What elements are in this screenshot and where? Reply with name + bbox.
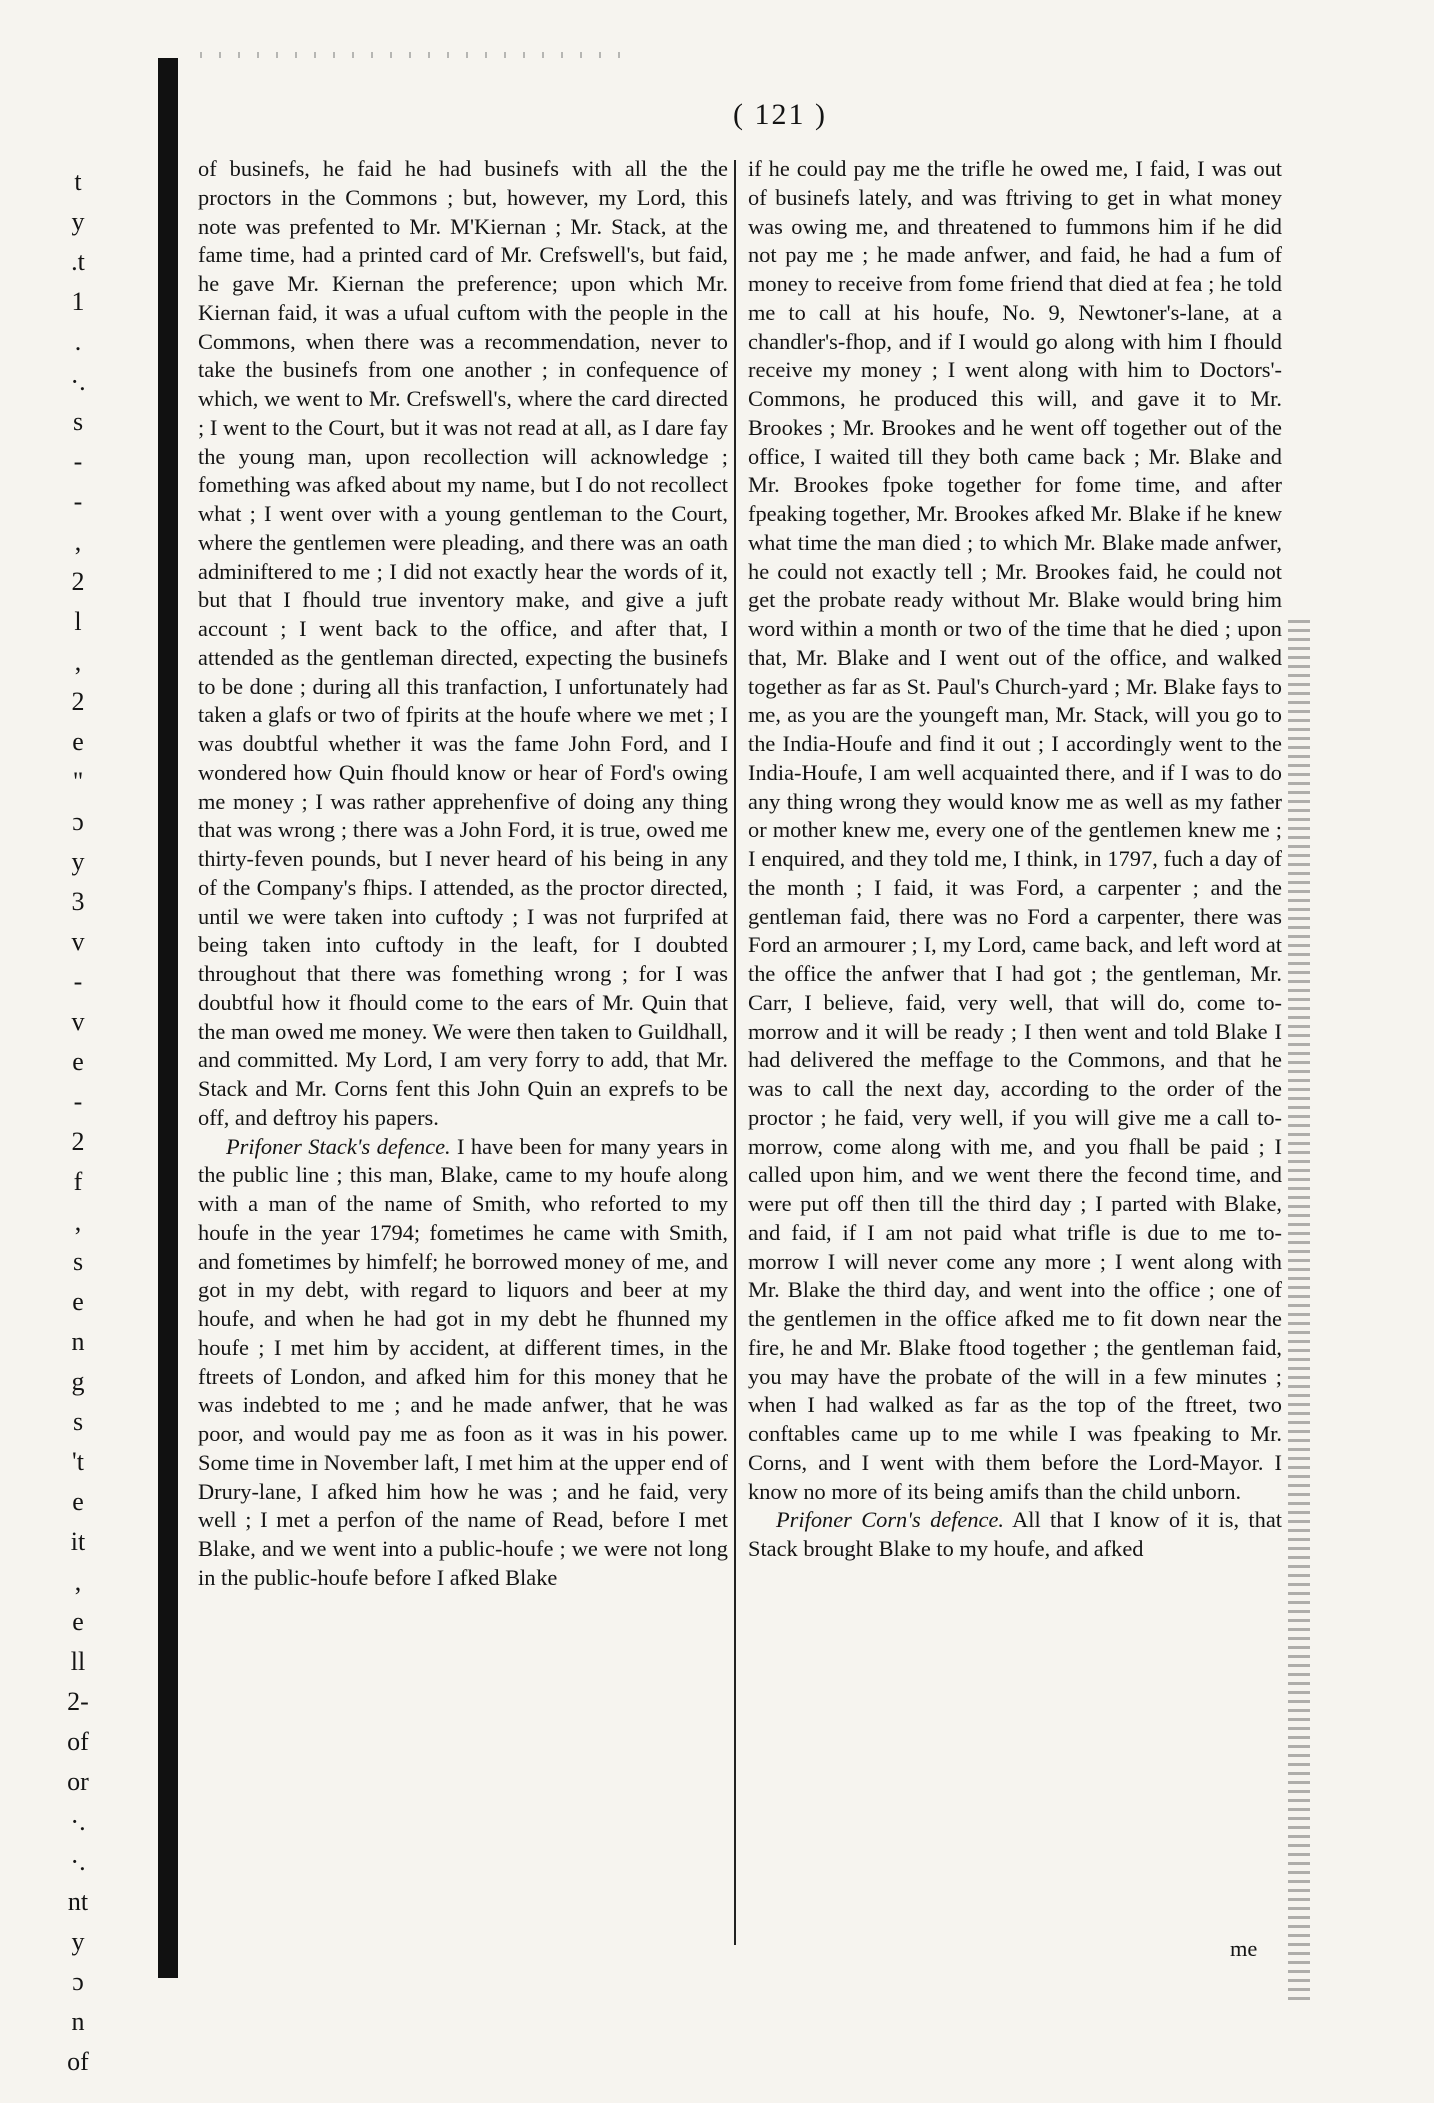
margin-fragment: 2 xyxy=(71,687,85,716)
margin-fragment: v xyxy=(71,1007,85,1036)
margin-fragment: , xyxy=(74,647,82,676)
margin-fragment: ·. xyxy=(70,1807,86,1836)
margin-fragment: 2 xyxy=(71,567,85,596)
stack-defence-heading: Prifoner Stack's defence. xyxy=(226,1133,451,1159)
margin-fragment: ·. xyxy=(70,1847,86,1876)
margin-fragment: , xyxy=(74,1207,82,1236)
bleed-through-strip xyxy=(1288,620,1310,2000)
margin-fragment: 2 xyxy=(71,1127,85,1156)
margin-fragment: ll xyxy=(70,1647,86,1676)
margin-fragment: s xyxy=(72,1407,84,1436)
right-column xyxy=(748,155,1282,1564)
right-paragraph-2 xyxy=(748,1506,1282,1564)
margin-fragment: ·. xyxy=(70,367,86,396)
margin-fragment: of xyxy=(67,2047,89,2076)
left-paragraph-1: of businefs, he faid he had businefs with all the the proctors in the Commons ; but, however, my Lord, this note was prefented to Mr. M'Kiernan ; Mr. Stack, at the fame time, had a printed card of Mr. Crefswell's, but faid, he gave Mr. Kiernan the preference; upon which Mr. Kiernan faid, it was a ufual cuftom with the people in the Commons, when there was a recommendation, never to take the businefs from one another ; in confequence of which, we went to Mr. Crefswell's, where the card directed ; I went to the Court, but it was not read at all, as I dare fay the young man, upon recollection will acknowledge ; fomething was afked about my name, but I do not recollect what ; I went over with a young gentleman to the Court, where the gentlemen were pleading, and there was an oath adminiftered to me ; I did not exactly hear the words of it, but that I fhould true inventory make, and give a juft account ; I went back to the office, and after that, I attended as the gentleman directed, expecting the businefs to be done ; during all this tranfaction, I unfortunately had taken a glafs or two of fpirits at the houfe where we met ; I was doubtful whether it was the fame John Ford, and I wondered how Quin fhould know or hear of Ford's owing me money ; I was rather apprehenfive of doing any thing that was wrong ; there was a John Ford, it is true, owed me thirty-feven pounds, but I never heard of his being in any of the Company's fhips. I attended, as the proctor directed, until we were taken into cuftody ; I was not furprifed at being taken into cuftody in the leaft, for I doubted throughout that there was fomething wrong ; for I was doubtful how it fhould come to the ears of Mr. Quin that the man owed me money. We were then taken to Guildhall, and committed. My Lord, I am very forry to add, that Mr. Stack and Mr. Corns fent this John Quin an exprefs to be off, and deftroy his papers. xyxy=(198,156,728,1130)
margin-fragment: y xyxy=(71,207,85,236)
margin-fragment: " xyxy=(72,767,84,796)
column-rule xyxy=(734,160,736,1945)
margin-fragment: v xyxy=(71,927,85,956)
margin-fragment: 't xyxy=(72,1447,84,1476)
margin-fragment: y xyxy=(71,847,85,876)
margin-fragment: s xyxy=(72,407,84,436)
margin-fragment: nt xyxy=(67,1887,89,1916)
margin-fragment: - xyxy=(73,487,83,516)
margin-fragment: 1 xyxy=(71,287,85,316)
margin-fragment: e xyxy=(72,1607,84,1636)
margin-fragment: n xyxy=(71,1327,85,1356)
margin-fragment: f xyxy=(73,1167,83,1196)
margin-fragment: l xyxy=(74,607,82,636)
corns-defence-heading: Prifoner Corn's defence. xyxy=(776,1507,1005,1533)
margin-fragment: or xyxy=(67,1767,89,1796)
margin-fragment: e xyxy=(72,1047,84,1076)
margin-fragment: , xyxy=(74,527,82,556)
catchword: me xyxy=(1230,1936,1258,1961)
margin-fragment: , xyxy=(74,1567,82,1596)
margin-fragment: - xyxy=(73,967,83,996)
margin-fragment: of xyxy=(67,1727,89,1756)
margin-fragment: g xyxy=(71,1367,85,1396)
scan-specks xyxy=(200,52,630,58)
binding-shadow xyxy=(158,58,178,1978)
left-paragraph-2 xyxy=(198,1133,728,1593)
margin-fragment: . xyxy=(74,327,82,356)
margin-fragment: ɔ xyxy=(72,1967,84,1996)
corns-defence-text: All that I know of it is, that Stack brought Blake to my houfe, and afked xyxy=(748,1507,1282,1561)
left-column xyxy=(198,155,728,1593)
margin-fragment: e xyxy=(72,1487,84,1516)
margin-fragment: 3 xyxy=(71,887,85,916)
margin-fragment: y xyxy=(71,1927,85,1956)
margin-fragment: - xyxy=(73,1087,83,1116)
margin-fragment: s xyxy=(72,1247,84,1276)
margin-fragment: 2- xyxy=(67,1687,89,1716)
margin-fragment: .t xyxy=(71,247,85,276)
margin-fragment: e xyxy=(72,1287,84,1316)
margin-fragment: n xyxy=(71,2007,85,2036)
stack-defence-text: I have been for many years in the public line ; this man, Blake, came to my houfe along with a man of the name of Smith, who reforted to my houfe in the year 1794; fometimes he came with Smith, and fometimes by himfelf; he borrowed money of me, and got in my debt, with regard to liquors and beer at my houfe, and when he had got in my debt he fhunned my houfe ; I met him by accident, at different times, in the ftreets of London, and afked him for this money that he was indebted to me ; and he made anfwer, that he was poor, and would pay me as foon as it was in his power. Some time in November laft, I met him at the upper end of Drury-lane, I afked him how he was ; and he faid, very well ; I met a perfon of the name of Read, before I met Blake, and we went into a public-houfe ; we were not long in the public-houfe before I afked Blake xyxy=(198,1133,728,1590)
margin-fragments xyxy=(60,162,96,2076)
margin-fragment: ɔ xyxy=(72,807,84,836)
margin-fragment: e xyxy=(72,727,84,756)
page-number: ( 121 ) xyxy=(733,98,827,131)
right-paragraph-1: if he could pay me the trifle he owed me, I faid, I was out of businefs lately, and was ftriving to get in what money was owing me, and threatened to fummons him if he did not pay me ; he made anfwer, and faid, he had a fum of money to receive from fome friend that died at fea ; he told me to call at his houfe, No. 9, Newtoner's-lane, at a chandler's-fhop, and if I would go along with him I fhould receive my money ; I went along with him to Doctors'-Commons, he produced this will, and gave it to Mr. Brookes ; Mr. Brookes and he went off together out of the office, I waited till they both came back ; Mr. Blake and Mr. Brookes fpoke together for fome time, and after fpeaking together, Mr. Brookes afked Mr. Blake if he knew what time the man died ; to which Mr. Blake made anfwer, he could not exactly tell ; Mr. Brookes faid, he could not get the probate ready without Mr. Blake would bring him word within a month or two of the time that he died ; upon that, Mr. Blake and I went out of the office, and walked together as far as St. Paul's Church-yard ; Mr. Blake fays to me, as you are the youngeft man, Mr. Stack, will you go to the India-Houfe and find it out ; I accordingly went to the India-Houfe, I am well acquainted there, and if I was to do any thing wrong they would know me as well as my father or mother knew me, every one of the gentlemen knew me ; I enquired, and they told me, I think, in 1797, fuch a day of the month ; I faid, it was Ford, a carpenter ; and the gentleman faid, there was no Ford a carpenter, there was Ford an armourer ; I, my Lord, came back, and left word at the office the anfwer that I had got ; the gentleman, Mr. Carr, I believe, faid, very well, that will do, come to-morrow and it will be ready ; I then went and told Blake I had delivered the meffage to the Commons, and that he was to call the next day, according to the order of the proctor ; he faid, very well, if you will give me a call to-morrow, come along with me, and you fhall be paid ; I called upon him, and we went there the fecond time, and were put off then till the third day ; I parted with Blake, and faid, if I am not paid what trifle is due to me to-morrow I will never come any more ; I went along with Mr. Blake the third day, and went into the office ; one of the gentlemen in the office afked me to fit down near the fire, he and Mr. Blake ftood together ; the gentleman faid, you may have the probate of the will in a few minutes ; when I had walked as far as the top of the ftreet, two conftables came up to me while I was fpeaking to Mr. Corns, and I went with them before the Lord-Mayor. I know no more of its being amifs than the child unborn. xyxy=(748,156,1282,1504)
margin-fragment: t xyxy=(74,167,82,196)
margin-fragment: it xyxy=(70,1527,86,1556)
margin-fragment: - xyxy=(73,447,83,476)
